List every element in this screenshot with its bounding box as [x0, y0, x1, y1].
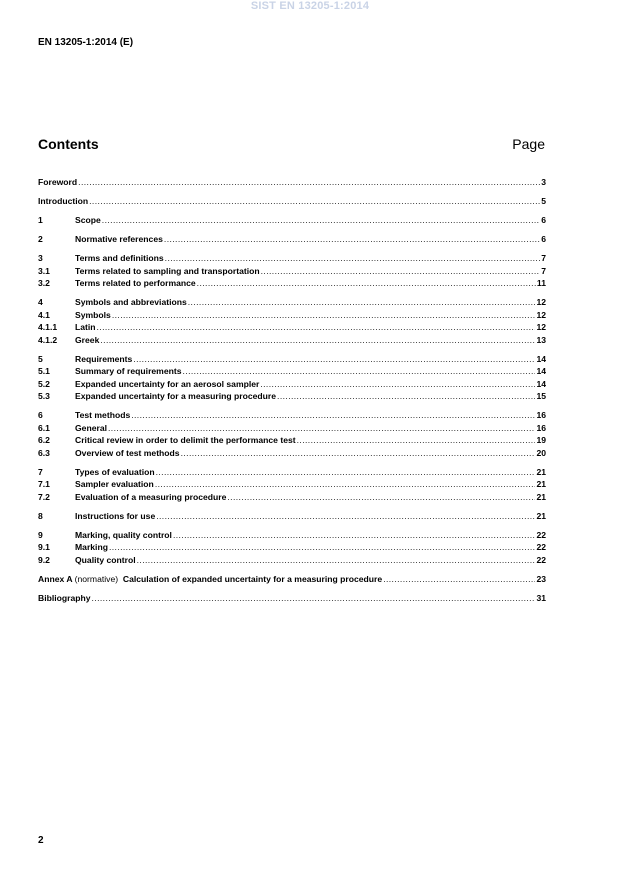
toc-page: 21	[536, 510, 546, 521]
toc-page: 6	[541, 234, 546, 244]
toc-title: Summary of requirements	[75, 366, 182, 376]
leader-dots	[383, 573, 535, 586]
toc-title: Terms related to sampling and transportation	[75, 265, 260, 276]
toc-entry-types-of-evaluation[interactable]	[38, 466, 546, 479]
toc-title: Requirements	[75, 353, 133, 364]
toc-entry-6-3[interactable]	[38, 447, 546, 460]
toc-number: 6.2	[38, 435, 50, 445]
table-of-contents	[38, 176, 546, 604]
leader-dots	[183, 365, 536, 378]
toc-number: 9	[38, 529, 43, 540]
toc-title: Symbols	[75, 309, 111, 320]
leader-dots	[108, 422, 535, 435]
leader-dots	[188, 296, 536, 309]
toc-entry-5-2[interactable]	[38, 378, 546, 391]
toc-entry-symbols-and-abbreviations[interactable]	[38, 296, 546, 309]
toc-number: 5.2	[38, 378, 50, 389]
toc-page: 12	[536, 297, 546, 307]
toc-title: Sampler evaluation	[75, 479, 154, 489]
annex-qualifier: (normative)	[74, 573, 119, 584]
toc-entry-terms-and-definitions[interactable]	[38, 252, 546, 265]
toc-page: 14	[536, 378, 546, 389]
toc-entry-scope[interactable]	[38, 214, 546, 227]
toc-entry-7-1[interactable]	[38, 478, 546, 491]
toc-page: 22	[536, 554, 546, 565]
toc-title: Bibliography	[38, 592, 91, 603]
toc-entry-annex-a[interactable]	[38, 573, 546, 586]
toc-page: 12	[536, 309, 546, 320]
toc-entry-4-1[interactable]	[38, 309, 546, 322]
toc-title: Expanded uncertainty for an aerosol sampler	[75, 378, 260, 389]
toc-page: 16	[536, 410, 546, 420]
toc-entry-normative-references[interactable]	[38, 233, 546, 246]
toc-page: 13	[536, 334, 546, 345]
toc-entry-4-1-1[interactable]	[38, 321, 546, 334]
toc-number: 4	[38, 297, 43, 307]
toc-page: 31	[536, 592, 546, 603]
toc-title: Terms and definitions	[75, 253, 164, 263]
leader-dots	[164, 233, 540, 246]
toc-page: 22	[536, 529, 546, 540]
toc-page: 11	[536, 278, 546, 288]
toc-number: 7.2	[38, 491, 50, 502]
toc-page: 6	[541, 215, 546, 225]
toc-title: Latin	[75, 322, 96, 332]
toc-title: Introduction	[38, 196, 89, 206]
leader-dots	[109, 541, 535, 554]
leader-dots	[227, 491, 535, 504]
toc-page: 19	[536, 435, 546, 445]
leader-dots	[197, 277, 536, 290]
toc-page: 14	[536, 366, 546, 376]
leader-dots	[156, 510, 535, 523]
leader-dots	[261, 265, 541, 278]
toc-title: Test methods	[75, 410, 131, 420]
document-id: EN 13205-1:2014 (E)	[38, 37, 134, 48]
toc-number: 1	[38, 215, 43, 225]
toc-title: Foreword	[38, 177, 78, 187]
toc-entry-9-2[interactable]	[38, 554, 546, 567]
leader-dots	[100, 334, 535, 347]
toc-page: 23	[536, 573, 546, 584]
toc-title: Terms related to performance	[75, 278, 196, 288]
toc-number: 2	[38, 234, 43, 244]
toc-entry-instructions-for-use[interactable]	[38, 510, 546, 523]
toc-page: 16	[536, 422, 546, 433]
toc-title: Normative references	[75, 234, 163, 244]
toc-number: 4.1.2	[38, 334, 58, 345]
toc-number: 9.1	[38, 542, 50, 552]
toc-number: 4.1	[38, 309, 50, 320]
toc-entry-requirements[interactable]	[38, 353, 546, 366]
leader-dots	[155, 478, 536, 491]
page-number: 2	[38, 835, 44, 846]
watermark: SIST EN 13205-1:2014	[250, 0, 370, 12]
toc-entry-foreword[interactable]	[38, 176, 546, 189]
leader-dots	[156, 466, 536, 479]
toc-title: Critical review in order to delimit the performance test	[75, 435, 296, 445]
toc-number: 3.2	[38, 278, 50, 288]
toc-number: 5.1	[38, 366, 50, 376]
toc-entry-9-1[interactable]	[38, 541, 546, 554]
toc-page: 22	[536, 542, 546, 552]
toc-page: 21	[536, 479, 546, 489]
toc-entry-4-1-2[interactable]	[38, 334, 546, 347]
toc-title	[38, 573, 382, 586]
toc-title: Quality control	[75, 554, 136, 565]
toc-entry-6-2[interactable]	[38, 434, 546, 447]
toc-page: 21	[536, 466, 546, 477]
toc-number: 5.3	[38, 391, 50, 401]
toc-entry-3-1[interactable]	[38, 265, 546, 278]
toc-number: 5	[38, 353, 43, 364]
toc-entry-3-2[interactable]	[38, 277, 546, 290]
toc-title: Expanded uncertainty for a measuring procedure	[75, 391, 277, 401]
toc-page: 7	[541, 265, 546, 276]
leader-dots	[78, 176, 540, 189]
leader-dots	[131, 409, 535, 422]
toc-title: Evaluation of a measuring procedure	[75, 491, 227, 502]
toc-title: Types of evaluation	[75, 466, 155, 477]
toc-title: Greek	[75, 334, 100, 345]
toc-number: 6	[38, 410, 43, 420]
page-column-label: Page	[512, 136, 545, 152]
toc-page: 12	[536, 322, 546, 332]
toc-title: Instructions for use	[75, 510, 156, 521]
toc-title: Marking	[75, 542, 108, 552]
leader-dots	[165, 252, 541, 265]
toc-number: 3.1	[38, 265, 50, 276]
toc-number: 6.3	[38, 447, 50, 458]
toc-number: 3	[38, 253, 43, 263]
toc-page: 7	[541, 253, 546, 263]
leader-dots	[102, 214, 540, 227]
toc-entry-introduction[interactable]	[38, 195, 546, 208]
toc-entry-bibliography[interactable]	[38, 592, 546, 605]
toc-page: 20	[536, 447, 546, 458]
toc-entry-6-1[interactable]	[38, 422, 546, 435]
leader-dots	[137, 554, 536, 567]
toc-title: Scope	[75, 215, 101, 225]
toc-entry-test-methods[interactable]	[38, 409, 546, 422]
toc-page: 14	[536, 353, 546, 364]
leader-dots	[277, 390, 535, 403]
leader-dots	[181, 447, 536, 460]
toc-page: 3	[541, 177, 546, 187]
toc-title: Overview of test methods	[75, 447, 180, 458]
leader-dots	[173, 529, 536, 542]
toc-number: 4.1.1	[38, 322, 58, 332]
leader-dots	[89, 195, 540, 208]
annex-title: Calculation of expanded uncertainty for a measuring procedure	[122, 573, 383, 584]
toc-number: 9.2	[38, 554, 50, 565]
toc-number: 6.1	[38, 422, 50, 433]
contents-heading: Contents	[38, 136, 99, 152]
toc-page: 15	[536, 391, 546, 401]
toc-entry-5-1[interactable]	[38, 365, 546, 378]
toc-number: 8	[38, 510, 43, 521]
annex-label: Annex A	[38, 573, 73, 584]
leader-dots	[297, 434, 536, 447]
toc-number: 7.1	[38, 479, 50, 489]
toc-page: 5	[541, 196, 546, 206]
leader-dots	[133, 353, 535, 366]
toc-title: Symbols and abbreviations	[75, 297, 187, 307]
leader-dots	[97, 321, 536, 334]
toc-entry-5-3[interactable]	[38, 390, 546, 403]
toc-entry-marking-quality-control[interactable]	[38, 529, 546, 542]
leader-dots	[112, 309, 536, 322]
leader-dots	[260, 378, 535, 391]
toc-title: Marking, quality control	[75, 529, 172, 540]
leader-dots	[92, 592, 536, 605]
toc-number: 7	[38, 466, 43, 477]
toc-page: 21	[536, 491, 546, 502]
toc-entry-7-2[interactable]	[38, 491, 546, 504]
toc-title: General	[75, 422, 108, 433]
